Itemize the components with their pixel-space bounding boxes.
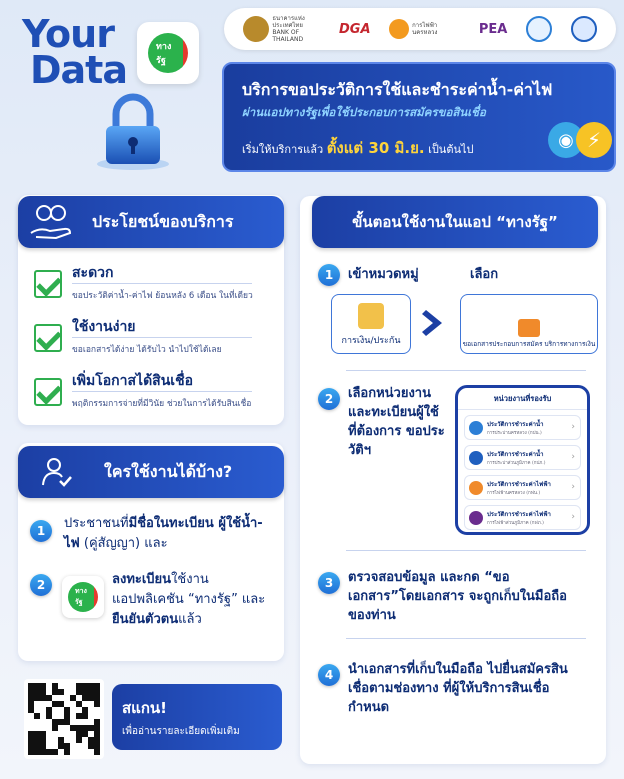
bot-emblem-icon [243,16,269,42]
phone-header: หน่วยงานที่รองรับ [458,388,587,410]
benefit-divider [72,283,252,284]
step-number-2: 2 [318,388,340,410]
logo-data-text: Data [30,48,127,92]
tangrat-app-logo [137,22,199,84]
benefit-item [34,316,278,368]
hero-banner [222,62,616,172]
who-item-1-post: (คู่สัญญา) และ [79,536,168,551]
banner-title: บริการขอประวัติการใช้และชำระค่าน้ำ-ค่าไฟ [242,80,553,99]
chevron-right-icon: › [571,422,575,432]
partner-logos-bar [224,8,616,50]
step-divider [346,550,586,551]
benefit-title: เพิ่มโอกาสได้สินเชื่อ [72,373,193,389]
hand-money-icon [28,203,74,241]
who-item-2-mid: ใช้งาน แอปพลิเคชัน “ทางรัฐ” และ [112,572,266,607]
agency-option-title: ประวัติการชำระค่าน้ำ [487,451,544,458]
bot-logo-text: ธนาคารแห่งประเทศไทย BANK OF THAILAND [272,15,305,43]
benefit-desc: ขอเอกสารได้ง่าย ได้รับไว นำไปใช้ได้เลย [72,345,222,355]
tangrat-mini-logo [62,576,104,618]
steps-header: ขั้นตอนใช้งานในแอป “ทางรัฐ” [312,196,598,248]
agency-option-mea[interactable] [464,475,581,500]
step2-label: เลือกหน่วยงาน และทะเบียนผู้ใช้ ที่ต้องการ ขอประวัติฯ [348,386,445,458]
step4-label: นำเอกสารที่เก็บในมือถือ ไปยื่นสมัครสินเชื่อตามช่องทาง ที่ผู้ให้บริการสินเชื่อกำหนด [348,662,568,715]
finance-category-icon [358,303,384,329]
agency-option-title: ประวัติการชำระค่าไฟฟ้า [487,511,551,518]
who-item-1-pre: ประชาชนที่ [64,516,129,531]
logo-your-text: Your [22,12,114,56]
step-number-3: 3 [318,572,340,594]
padlock-icon [92,92,174,172]
benefit-item [34,370,278,422]
who-item-1-bold: มีชื่อในทะเบียน ผู้ใช้น้ำ-ไฟ [64,516,263,551]
user-check-icon [40,455,74,489]
checkmark-icon [34,324,62,352]
step-number-4: 4 [318,664,340,686]
folder-icon [518,319,540,337]
mea-emblem-icon [389,19,409,39]
step3-label: ตรวจสอบข้อมูล และกด “ขอเอกสาร”โดยเอกสาร จะถูกเก็บในมือถือของท่าน [348,570,567,623]
who-number-2: 2 [30,574,52,596]
benefit-divider [72,391,252,392]
benefit-desc: พฤติกรรมการจ่ายที่มีวินัย ช่วยในการได้รับสินเชื่อ [72,399,252,409]
step1-label-select: เลือก [470,267,499,282]
electric-agency-icon [469,481,483,495]
mwa-logo [526,16,552,42]
step-number-1: 1 [318,264,340,286]
pwa-emblem-icon [571,16,597,42]
agency-option-sub: การประปานครหลวง (กปน.) [487,431,542,436]
agency-option-title: ประวัติการชำระค่าน้ำ [487,421,544,428]
document-service-card[interactable] [460,294,598,354]
chevron-right-icon: › [571,452,575,462]
who-item-2-bold1: ลงทะเบียน [112,572,172,587]
who-item-1 [64,514,274,554]
qr-code-pattern [28,683,100,755]
dga-logo: DGA [338,21,371,37]
water-agency-icon [469,451,483,465]
who-number-1: 1 [30,520,52,542]
tangrat-mini-label: ทางรัฐ [72,585,94,609]
agency-option-pwa[interactable] [464,445,581,470]
who-item-2 [112,570,278,630]
benefit-item [34,262,278,314]
mea-logo-text: การไฟฟ้านครหลวง [412,22,438,36]
who-item-2-post: แล้ว [178,612,202,627]
step-divider [346,370,586,371]
scan-title: สแกน! [122,699,167,717]
agency-option-pea[interactable] [464,505,581,530]
bot-logo [243,15,320,43]
who-item-2-bold2: ยืนยันตัวตน [112,612,179,627]
chevron-right-icon [420,308,450,338]
benefit-desc: ขอประวัติค่าน้ำ-ค่าไฟ ย้อนหลัง 6 เดือน ในที่เดียว [72,291,253,301]
who-header: ใครใช้งานได้บ้าง? [18,446,284,498]
agency-option-mwa[interactable] [464,415,581,440]
agency-option-sub: การประปาส่วนภูมิภาค (กปภ.) [487,461,546,466]
category-card-finance[interactable] [331,294,411,354]
chevron-right-icon: › [571,512,575,522]
mwa-emblem-icon [526,16,552,42]
tangrat-ring-icon [148,33,188,73]
qr-module [94,749,100,755]
benefits-header: ประโยชน์ของบริการ [18,196,284,248]
checkmark-icon [34,270,62,298]
banner-start-line [242,136,474,160]
checkmark-icon [34,378,62,406]
step1-label-category: เข้าหมวดหมู่ [348,267,419,282]
agency-option-sub: การไฟฟ้านครหลวง (กฟน.) [487,491,541,496]
benefit-title: สะดวก [72,265,114,281]
electric-agency-icon [469,511,483,525]
category-card-label: การเงิน/ประกัน [341,336,401,346]
benefit-title: ใช้งานง่าย [72,319,136,335]
pwa-logo [571,16,597,42]
banner-start-prefix: เริ่มให้บริการแล้ว [242,143,324,156]
step-divider [346,638,586,639]
agency-option-title: ประวัติการชำระค่าไฟฟ้า [487,481,551,488]
tangrat-label: ทางรัฐ [153,38,183,68]
benefit-divider [72,337,252,338]
scan-callout [112,684,282,750]
banner-start-date: ตั้งแต่ 30 มิ.ย. [326,139,425,157]
document-service-label: ขอเอกสารประกอบการสมัคร บริการทางการเงิน [462,340,596,348]
lightning-bolt-icon: ⚡ [576,122,612,158]
qr-code[interactable] [24,679,104,759]
mea-logo [389,19,460,39]
pea-logo: PEA [478,21,508,37]
agency-option-sub: การไฟฟ้าส่วนภูมิภาค (กฟภ.) [487,521,544,526]
tangrat-mini-ring-icon [68,582,98,612]
phone-mockup [455,385,590,535]
scan-subtitle: เพื่ออ่านรายละเอียดเพิ่มเติม [122,726,240,737]
banner-start-suffix: เป็นต้นไป [428,143,474,156]
water-agency-icon [469,421,483,435]
water-tap-icon: ◉ [548,122,584,158]
banner-subtitle: ผ่านแอปทางรัฐเพื่อใช้ประกอบการสมัครขอสินเชื่อ [242,105,486,119]
chevron-right-icon: › [571,482,575,492]
